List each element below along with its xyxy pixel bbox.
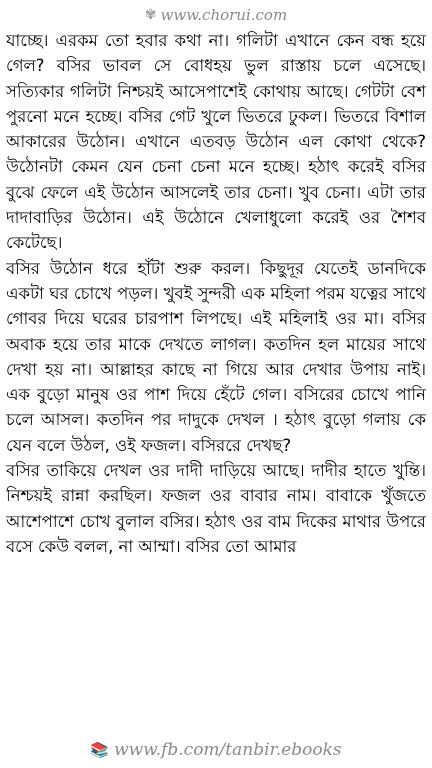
header-url: www.chorui.com [160,6,288,24]
page-header [0,4,432,26]
paragraph-2: বসির উঠোন ধরে হাঁটা শুরু করল। কিছুদূর যেতেই ডানদিকে একটা ঘর চোখে পড়ল। খুবই সুন্দরী এক মহিলা পরম যত্নের সাথে গোবর দিয়ে ঘরের চারপাশ লিপছে। এই মহিলাই ওর মা। বসির অবাক হয়ে তার মাকে দেখতে লাগল। কতদিন হল মায়ের সাথে দেখা হয় না। আল্লাহর কাছে না গিয়ে আর দেখার উপায় নাই। এক বুড়ো মানুষ ওর পাশ দিয়ে হেঁটে গেল। বসিরের চোখে পানি চলে আসল। কতদিন পর দাদুকে দেখল । হঠাৎ বুড়ো গলায় কে যেন বলে উঠল, ওই ফজল। বসিররে দেখছ? [6,258,426,455]
paragraph-1: যাচ্ছে। এরকম তো হবার কথা না। গলিটা এখানে কেন বন্ধ হয়ে গেল? বসির ভাবল সে বোধহয় ভুল রাস্তায় চলে এসেছে। সত্যিকার গলিটা নিশ্চয়ই আসেপাশেই কোথায় আছে। গেটটা বেশ পুরনো মনে হচ্ছে। বসির গেট খুলে ভিতরে ঢুকল। ভিতরে বিশাল আকারের উঠোন। এখানে এতবড় উঠোন এল কোথা থেকে? উঠোনটা কেমন যেন চেনা চেনা মনে হচ্ছে। হঠাৎ করেই বসির বুঝে ফেলে এই উঠোন আসলেই তার চেনা। খুব চেনা। এটা তার দাদাবাড়ির উঠোন। এই উঠোনে খেলাধুলো করেই ওর শৈশব কেটেছে। [6,31,426,253]
page-footer [0,738,432,762]
paragraph-3: বসির তাকিয়ে দেখল ওর দাদী দাড়িয়ে আছে। দাদীর হাতে খুন্তি। নিশ্চয়ই রান্না করছিল। ফজল ওর বাবার নাম। বাবাকে খুঁজতে আশেপাশে চোখ বুলাল বসির। হঠাৎ ওর বাম দিকের মাথার উপরে বসে কেউ বলল, না আম্মা। বসির তো আমার [6,461,426,556]
footer-url: www.fb.com/tanbir.ebooks [114,740,342,760]
flower-icon: ✾ [144,7,157,23]
books-icon: 📚 [90,741,110,759]
page-body [6,28,426,732]
